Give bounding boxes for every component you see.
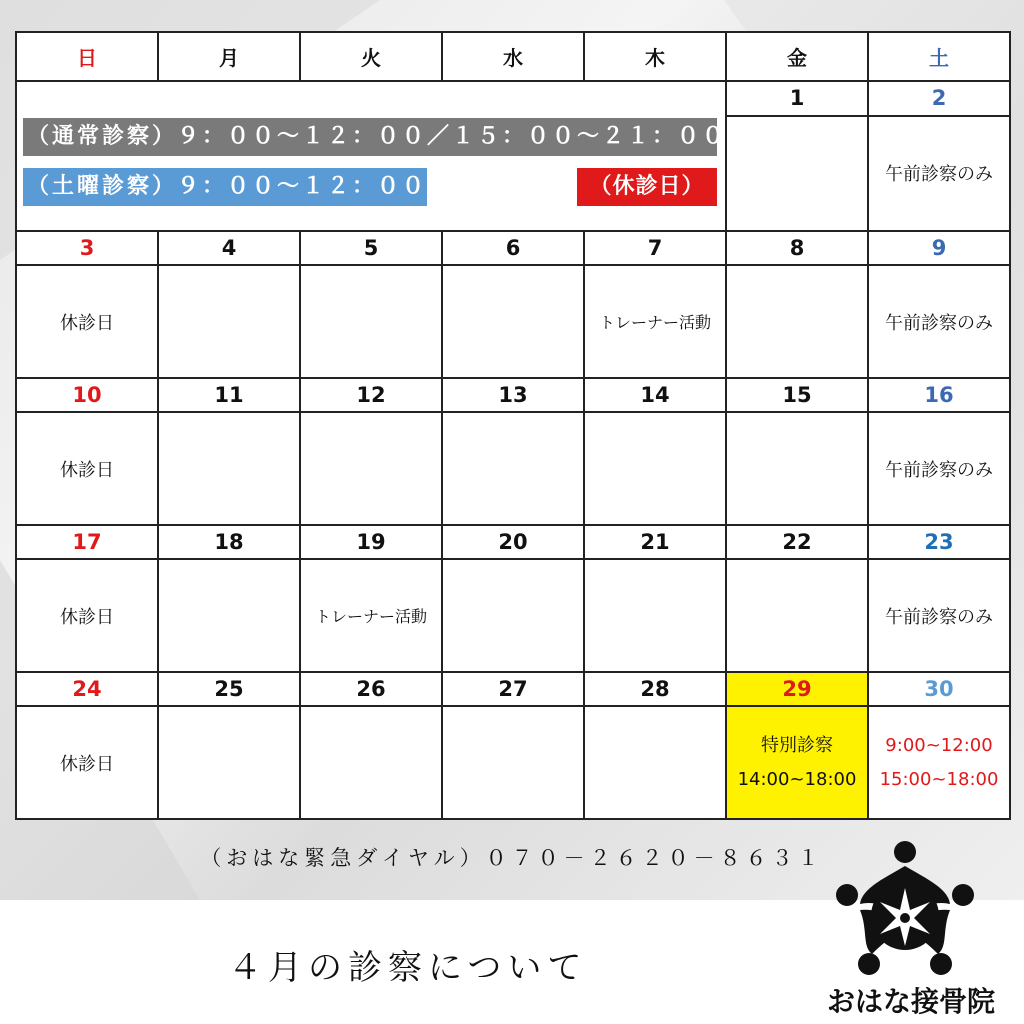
date-cell: 17 xyxy=(16,525,158,559)
note-cell: 午前診察のみ xyxy=(868,559,1010,672)
week-4-dates xyxy=(16,525,1010,559)
note-cell: 休診日 xyxy=(16,412,158,525)
date-cell: 4 xyxy=(158,231,300,265)
date-cell: 20 xyxy=(442,525,584,559)
normal-hours-bar: （通常診察）９：００～１２：００／１５：００～２１：００ xyxy=(23,118,717,156)
date-cell: 16 xyxy=(868,378,1010,412)
note-cell: 午前診察のみ xyxy=(868,265,1010,378)
date-cell: 27 xyxy=(442,672,584,706)
date-cell: 25 xyxy=(158,672,300,706)
morning-hours: 9:00~12:00 xyxy=(885,734,993,756)
note-cell xyxy=(584,706,726,819)
note-cell xyxy=(300,706,442,819)
week-3-dates xyxy=(16,378,1010,412)
note-cell xyxy=(584,559,726,672)
special-consult-time: 14:00~18:00 xyxy=(737,768,857,790)
week-5-notes xyxy=(16,706,1010,819)
emergency-phone: （おはな緊急ダイヤル）０７０－２６２０－８６３１ xyxy=(200,846,824,870)
date-cell: 10 xyxy=(16,378,158,412)
note-cell xyxy=(442,706,584,819)
note-cell: トレーナー活動 xyxy=(584,265,726,378)
date-cell: 26 xyxy=(300,672,442,706)
date-cell: 19 xyxy=(300,525,442,559)
weekday-fri: 金 xyxy=(726,32,868,81)
note-cell xyxy=(158,412,300,525)
weekday-tue: 火 xyxy=(300,32,442,81)
date-cell: 11 xyxy=(158,378,300,412)
date-cell: 3 xyxy=(16,231,158,265)
note-cell: 午前診察のみ xyxy=(868,412,1010,525)
note-cell xyxy=(726,559,868,672)
date-cell: 15 xyxy=(726,378,868,412)
calendar-table xyxy=(15,31,1011,820)
date-cell: 13 xyxy=(442,378,584,412)
note-cell xyxy=(442,265,584,378)
date-cell: 7 xyxy=(584,231,726,265)
week-3-notes xyxy=(16,412,1010,525)
saturday-hours-bar: （土曜診察）９：００～１２：００ xyxy=(23,168,427,206)
date-cell: 5 xyxy=(300,231,442,265)
note-cell: 休診日 xyxy=(16,706,158,819)
clinic-logo-icon xyxy=(830,838,980,988)
date-cell: 21 xyxy=(584,525,726,559)
note-cell xyxy=(726,116,868,231)
date-cell: 9 xyxy=(868,231,1010,265)
special-consult-label: 特別診察 xyxy=(761,734,833,756)
note-cell xyxy=(300,265,442,378)
date-cell: 18 xyxy=(158,525,300,559)
week-1-dates xyxy=(16,81,1010,116)
note-cell xyxy=(442,559,584,672)
note-cell xyxy=(158,559,300,672)
note-cell xyxy=(158,706,300,819)
weekday-mon: 月 xyxy=(158,32,300,81)
date-cell: 1 xyxy=(726,81,868,116)
date-cell: 8 xyxy=(726,231,868,265)
weekday-thu: 木 xyxy=(584,32,726,81)
date-cell: 23 xyxy=(868,525,1010,559)
weekday-sun: 日 xyxy=(16,32,158,81)
note-cell xyxy=(300,412,442,525)
weekday-wed: 水 xyxy=(442,32,584,81)
closed-day-bar: （休診日） xyxy=(577,168,717,206)
week-2-dates xyxy=(16,231,1010,265)
week-5-dates xyxy=(16,672,1010,706)
page-title: ４月の診察について xyxy=(228,948,588,988)
week-2-notes xyxy=(16,265,1010,378)
afternoon-hours: 15:00~18:00 xyxy=(879,768,999,790)
date-cell: 28 xyxy=(584,672,726,706)
clinic-brand-name: おはな接骨院 xyxy=(826,985,995,1018)
special-consult-cell xyxy=(726,706,868,819)
date-cell: 6 xyxy=(442,231,584,265)
note-cell: トレーナー活動 xyxy=(300,559,442,672)
note-cell xyxy=(584,412,726,525)
hours-legend xyxy=(16,81,726,231)
date-cell: 22 xyxy=(726,525,868,559)
date-cell: 14 xyxy=(584,378,726,412)
note-cell xyxy=(158,265,300,378)
note-cell: 休診日 xyxy=(16,265,158,378)
date-cell-highlighted: 29 xyxy=(726,672,868,706)
note-cell: 休診日 xyxy=(16,559,158,672)
weekday-header-row xyxy=(16,32,1010,81)
date-cell: 30 xyxy=(868,672,1010,706)
note-cell xyxy=(726,265,868,378)
date-cell: 24 xyxy=(16,672,158,706)
note-cell xyxy=(726,412,868,525)
date-cell: 2 xyxy=(868,81,1010,116)
weekday-sat: 土 xyxy=(868,32,1010,81)
week-4-notes xyxy=(16,559,1010,672)
saturday-hours-cell xyxy=(868,706,1010,819)
note-cell xyxy=(442,412,584,525)
date-cell: 12 xyxy=(300,378,442,412)
note-cell: 午前診察のみ xyxy=(868,116,1010,231)
